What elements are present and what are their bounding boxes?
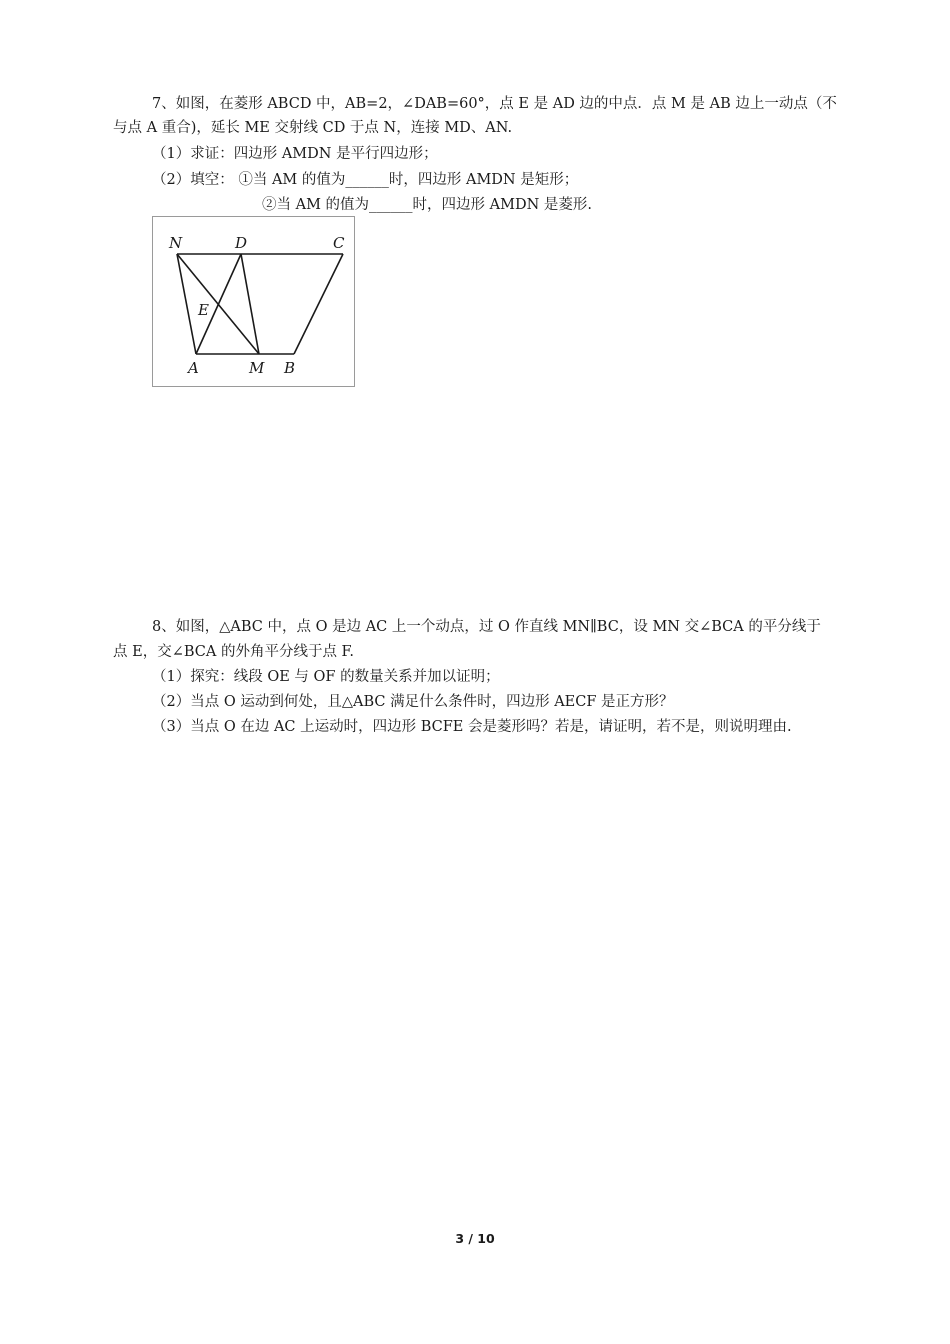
problem8-part2: （2）当点 O 运动到何处，且△ABC 满足什么条件时，四边形 AECF 是正方形？ (152, 694, 674, 710)
problem7-part1: （1）求证：四边形 AMDN 是平行四边形； (152, 146, 438, 162)
label-E: E (198, 301, 209, 319)
page-number: 3 / 10 (455, 1231, 495, 1246)
label-D: D (235, 234, 248, 252)
label-B: B (284, 359, 296, 377)
label-C: C (333, 234, 345, 252)
line-DM (241, 254, 259, 354)
line-NA (177, 254, 196, 354)
problem8-text-line1: 8、如图，△ABC 中，点 O 是边 AC 上一个动点，过 O 作直线 MN∥BC，设 MN 交∠BCA 的平分线于 (152, 619, 821, 635)
figure-svg (153, 217, 356, 388)
problem8-text-line2: 点 E，交∠BCA 的外角平分线于点 F. (113, 644, 354, 660)
problem7-part3: ②当 AM 的值为______时，四边形 AMDN 是菱形. (262, 197, 592, 213)
label-A: A (188, 359, 199, 377)
problem7-part2: （2）填空： ①当 AM 的值为______时，四边形 AMDN 是矩形； (152, 172, 579, 188)
label-N: N (169, 234, 183, 252)
problem8-part1: （1）探究：线段 OE 与 OF 的数量关系并加以证明； (152, 669, 500, 685)
line-BC (294, 254, 343, 354)
geometry-figure-rhombus (152, 216, 355, 387)
problem7-text-line2: 与点 A 重合)，延长 ME 交射线 CD 于点 N，连接 MD、AN. (113, 120, 513, 136)
label-M: M (249, 359, 265, 377)
line-NM (177, 254, 259, 354)
problem8-part3: （3）当点 O 在边 AC 上运动时，四边形 BCFE 会是菱形吗？若是，请证明，若不是，则说明理由. (152, 719, 792, 735)
problem7-text-line1: 7、如图，在菱形 ABCD 中，AB=2，∠DAB=60°，点 E 是 AD 边的中点．点 M 是 AB 边上一动点（不 (152, 96, 837, 112)
